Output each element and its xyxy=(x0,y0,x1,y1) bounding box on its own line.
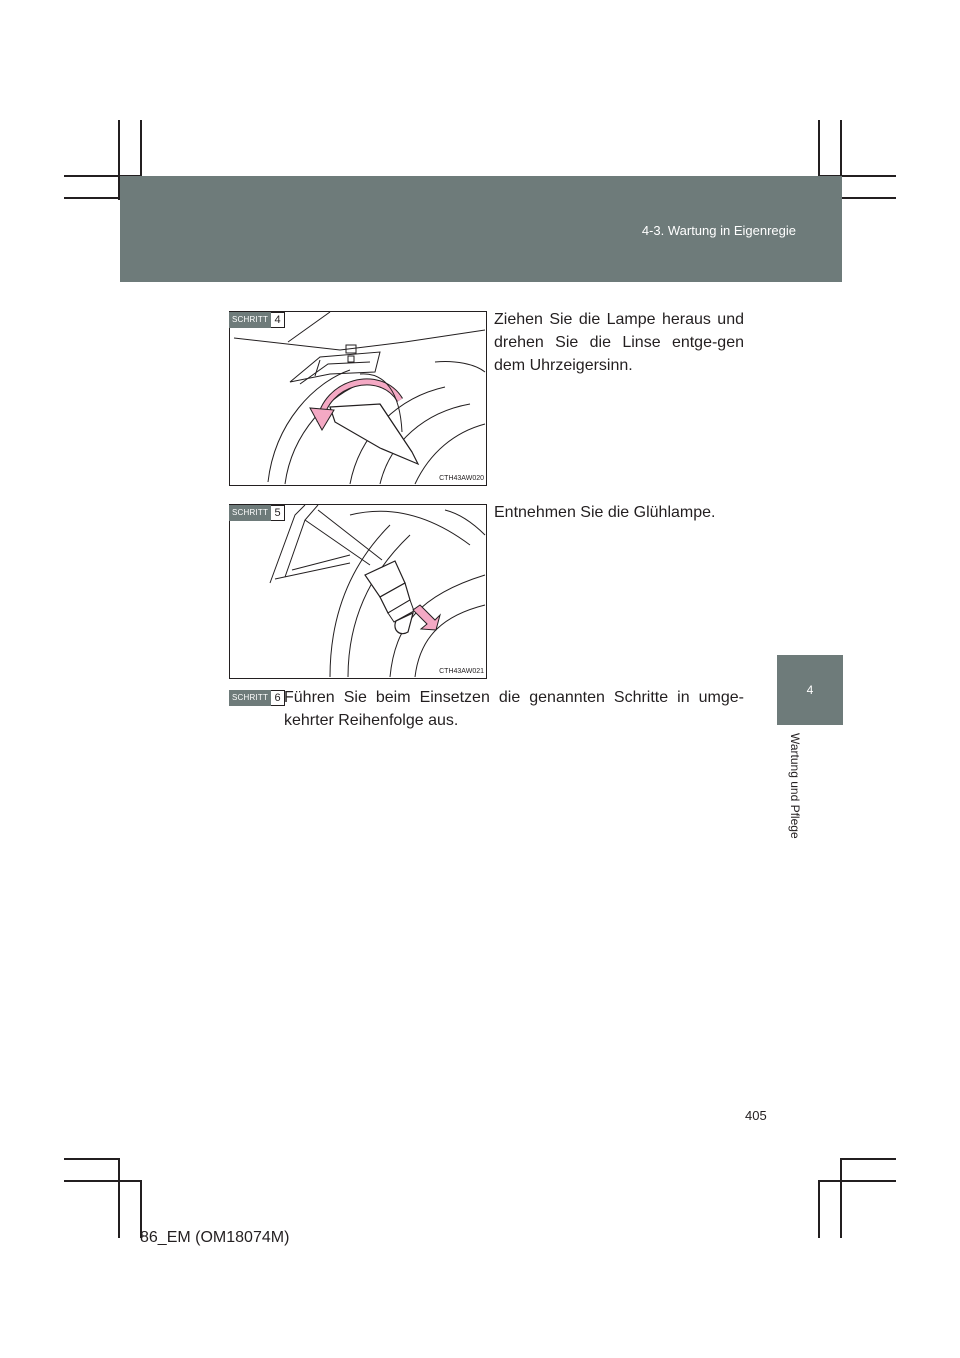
header-band xyxy=(120,176,842,282)
step-badge xyxy=(229,505,285,521)
crop-mark xyxy=(840,1160,842,1238)
figure-step-4 xyxy=(229,311,487,486)
bulb-removal-illustration xyxy=(230,505,486,678)
figure-code: CTH43AW020 xyxy=(439,475,484,482)
crop-mark xyxy=(64,1180,142,1182)
chapter-tab xyxy=(777,655,843,725)
chapter-title: Wartung und Pflege xyxy=(788,733,802,839)
step-badge xyxy=(229,690,285,706)
figure-step-5 xyxy=(229,504,487,679)
step-5-text: Entnehmen Sie die Glühlampe. xyxy=(494,504,716,521)
section-title: 4-3. Wartung in Eigenregie xyxy=(641,223,796,238)
step-number: 5 xyxy=(271,505,285,521)
page-number: 405 xyxy=(745,1108,767,1123)
step-4-text: Ziehen Sie die Lampe heraus und drehen Sie die Linse entge-gen dem Uhrzeigersinn. xyxy=(494,311,744,374)
crop-mark xyxy=(64,1158,120,1160)
step-word: SCHRITT xyxy=(229,690,271,706)
step-badge xyxy=(229,312,285,328)
crop-mark xyxy=(840,1158,896,1160)
step-word: SCHRITT xyxy=(229,312,271,328)
document-id: 86_EM (OM18074M) xyxy=(140,1229,290,1246)
step-number: 6 xyxy=(271,690,285,706)
step-number: 4 xyxy=(271,312,285,328)
step-6-text: Führen Sie beim Einsetzen die genannten Schritte in umge-kehrter Reihenfolge aus. xyxy=(284,689,744,729)
crop-mark xyxy=(818,1180,896,1182)
step-word: SCHRITT xyxy=(229,505,271,521)
crop-mark xyxy=(64,197,120,199)
crop-mark xyxy=(818,1180,820,1238)
figure-code: CTH43AW021 xyxy=(439,668,484,675)
chapter-number: 4 xyxy=(806,683,814,697)
crop-mark xyxy=(118,1160,120,1238)
lamp-removal-illustration xyxy=(230,312,486,485)
crop-mark xyxy=(842,197,896,199)
